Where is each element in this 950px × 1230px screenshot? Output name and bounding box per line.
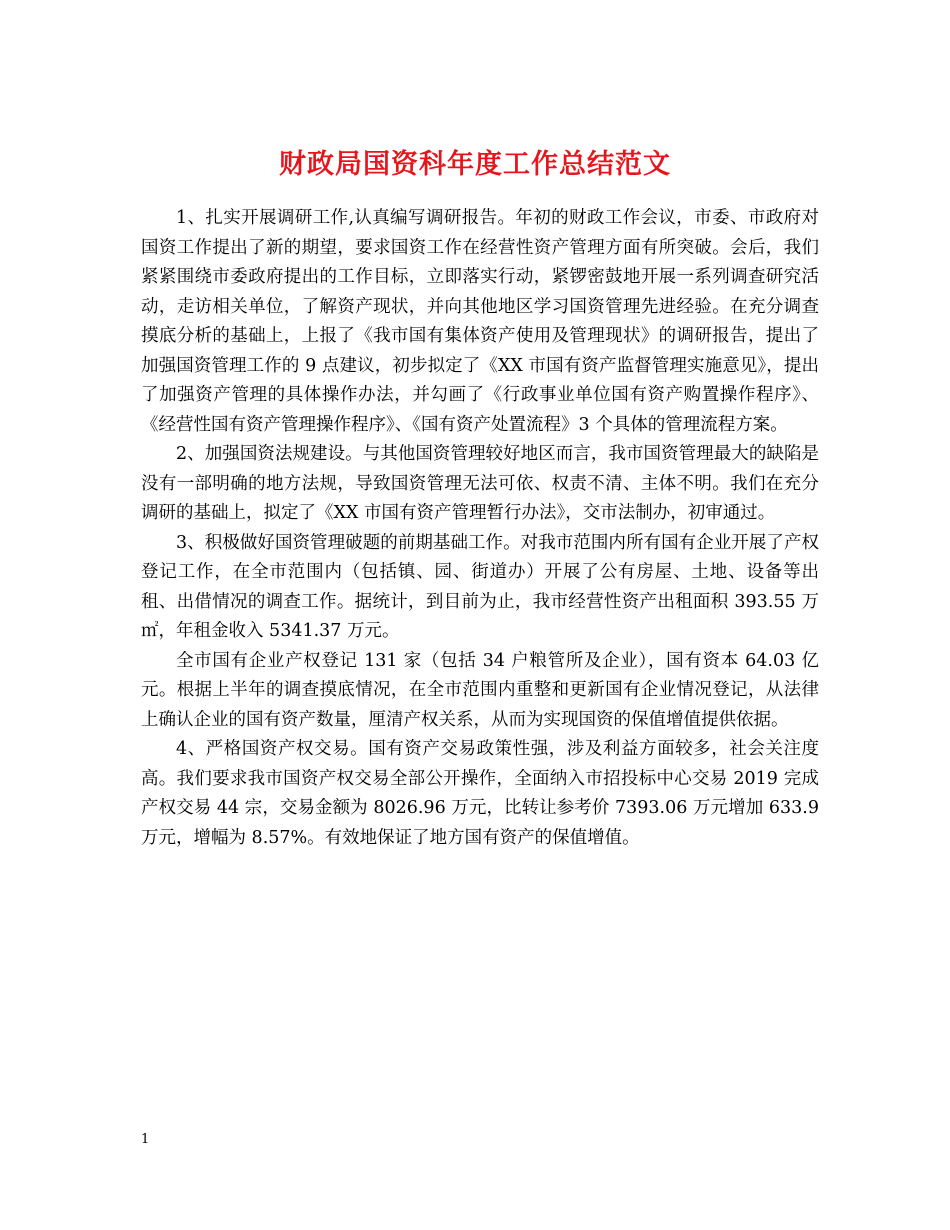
document-title: 财政局国资科年度工作总结范文 xyxy=(279,149,671,181)
paragraph-property-registration: 全市国有企业产权登记 131 家（包括 34 户粮管所及企业），国有资本 64.03 亿元。根据上半年的调查摸底情况，在全市范围内重整和更新国有企业情况登记，从法律上确认企业的国有资产数量，厘清产权关系，从而为实现国资的保值增值提供依据。 xyxy=(141,650,819,730)
page-number: 1 xyxy=(141,1132,150,1147)
paragraph-property-trading: 4、严格国资产权交易。国有资产交易政策性强，涉及利益方面较多，社会关注度高。我们要求我市国资产权交易全部公开操作，全面纳入市招投标中心交易 2019 完成产权交易 44 宗，交易金额为 8026.96 万元，比转让参考价 7393.06 万元增加 633.9 万元，增幅为 8.57%。有效地保证了地方国有资产的保值增值。 xyxy=(141,739,819,848)
document-body xyxy=(141,204,819,853)
paragraph-regulation-building: 2、加强国资法规建设。与其他国资管理较好地区而言，我市国资管理最大的缺陷是没有一部明确的地方法规，导致国资管理无法可依、权责不清、主体不明。我们在充分调研的基础上，拟定了《XX 市国有资产管理暂行办法》，交市法制办，初审通过。 xyxy=(141,444,819,523)
paragraph-foundation-work: 3、积极做好国资管理破题的前期基础工作。对我市范围内所有国有企业开展了产权登记工作，在全市范围内（包括镇、园、街道办）开展了公有房屋、土地、设备等出租、出借情况的调查工作。据统计，到目前为止，我市经营性资产出租面积 393.55 万㎡，年租金收入 5341.37 万元。 xyxy=(141,532,819,641)
paragraph-research-report: 1、扎实开展调研工作,认真编写调研报告。年初的财政工作会议，市委、市政府对国资工作提出了新的期望，要求国资工作在经营性资产管理方面有所突破。会后，我们紧紧围绕市委政府提出的工作目标，立即落实行动，紧锣密鼓地开展一系列调查研究活动，走访相关单位，了解资产现状，并向其他地区学习国资管理先进经验。在充分调查摸底分析的基础上，上报了《我市国有集体资产使用及管理现状》的调研报告，提出了加强国资管理工作的 9 点建议，初步拟定了《XX 市国有资产监督管理实施意见》，提出了加强资产管理的具体操作办法，并勾画了《行政事业单位国有资产购置操作程序》、《经营性国有资产管理操作程序》、《国有资产处置流程》3 个具体的管理流程方案。 xyxy=(141,208,819,435)
